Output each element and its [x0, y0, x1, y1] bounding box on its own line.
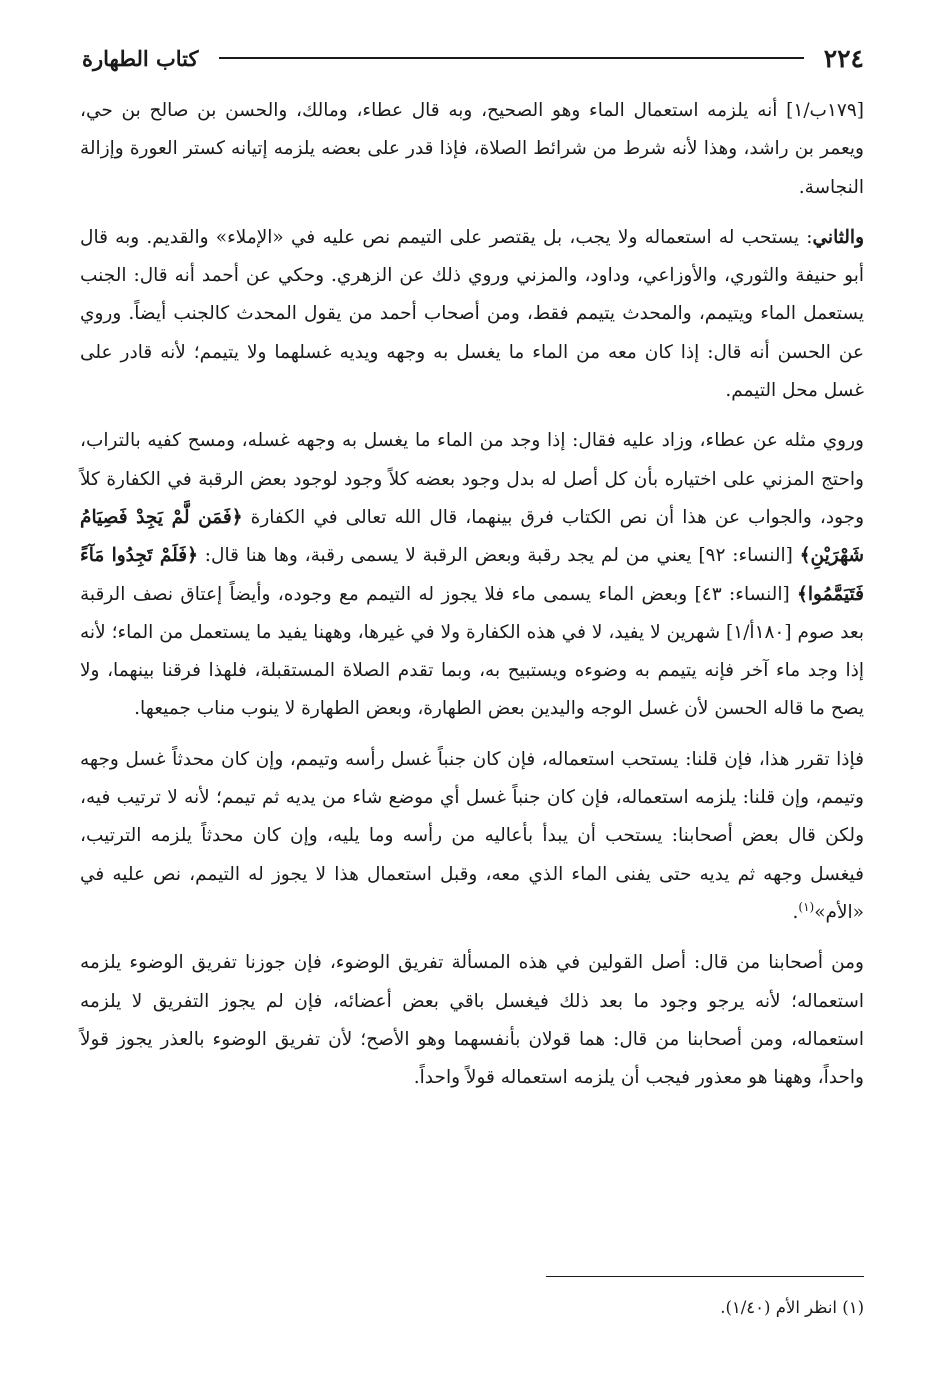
- paragraph-1: [80, 92, 864, 207]
- footnote-reference[interactable]: (١): [798, 899, 815, 914]
- paragraph-text: [١٧٩ب/١] أنه يلزمه استعمال الماء وهو الصحيح، وبه قال عطاء، ومالك، والحسن بن صالح بن حي، ويعمر بن راشد، وهذا لأنه شرط من شرائط الصلاة، فإذا قدر على بعضه يلزمه إتيانه كستر العورة وإزالة النجاسة.: [80, 100, 864, 198]
- quran-verse: ﴿فَلَمْ تَجِدُوا مَآءً فَتَيَمَّمُوا﴾: [80, 545, 864, 605]
- main-text: [80, 92, 864, 1109]
- paragraph-text: : يستحب له استعماله ولا يجب، بل يقتصر على التيمم نص عليه في «الإملاء» والقديم. وبه قال أبو حنيفة والثوري، والأوزاعي، وداود، والمزني وروي ذلك عن الزهري. وحكي عن أحمد أنه قال: الجنب يستعمل الماء ويتيمم، والمحدث يتيمم فقط، ومن أصحاب أحمد من يقول المحدث كالجنب أيضاً. وروي عن الحسن أنه قال: إذا كان معه من الماء ما يغسل به وجهه ويديه غسلهما ولا يتيمم؛ لأنه قادر على غسل محل التيمم.: [80, 226, 864, 402]
- page-number: ٢٢٤: [823, 43, 864, 73]
- book-title: كتاب الطهارة: [82, 45, 199, 71]
- paragraph-text: [النساء: ٩٢] يعني من لم يجد رقبة وبعض الرقبة لا يسمى رقبة، وها هنا قال:: [197, 545, 800, 567]
- quran-verse: ﴿فَمَن لَّمْ يَجِدْ فَصِيَامُ شَهْرَيْنِ﴾: [80, 506, 864, 567]
- paragraph-text: .: [792, 901, 799, 923]
- paragraph-3: [80, 422, 864, 728]
- paragraph-2: [80, 219, 864, 410]
- header-rule: [219, 57, 804, 59]
- paragraph-text: [النساء: ٤٣] وبعض الماء يسمى ماء فلا يجوز له التيمم مع وجوده، وأيضاً إعتاق نصف الرقبة بعد صوم [١٨٠أ/١] شهرين لا يفيد، لا في هذه الكفارة ولا في غيرها، وههنا يفيد ما يستعمل من الماء؛ لأنه إذا وجد ماء آخر فإنه يتيمم به وضوءه ويستبيح به، وبما تقدم الصلاة المستقبلة، فلهذا فرقنا بينهما، ولا يصح ما قاله الحسن لأن غسل الوجه واليدين بعض الطهارة، وبعض الطهارة لا ينوب مناب جميعها.: [80, 583, 864, 720]
- page-header: [82, 40, 864, 76]
- paragraph-4: [80, 741, 864, 932]
- footnote-text: انظر الأم (١/٤٠).: [720, 1298, 837, 1317]
- footnote: [82, 1295, 864, 1321]
- paragraph-lead: والثاني: [812, 226, 864, 248]
- paragraph-text: فإذا تقرر هذا، فإن قلنا: يستحب استعماله، فإن كان جنباً غسل رأسه وتيمم، وإن كان محدثاً غسل وجهه وتيمم، وإن قلنا: يلزمه استعماله، فإن كان جنباً غسل أي موضع شاء من يديه ثم تيمم؛ لأنه لا ترتيب فيه، ولكن قال بعض أصحابنا: يستحب أن يبدأ بأعاليه من رأسه وما يليه، وإن كان محدثاً يلزمه الترتيب، فيغسل وجهه ثم يديه حتى يفنى الماء الذي معه، وقبل استعمال هذا لا يجوز له التيمم، نص عليه في «الأم»: [80, 748, 864, 923]
- paragraph-text: وروي مثله عن عطاء، وزاد عليه فقال: إذا وجد من الماء ما يغسل به وجهه غسله، ومسح كفيه بالتراب، واحتج المزني على اختياره بأن كل أصل له بدل وجود بعضه كلاً وجود لوجود بعض الرقبة في الكفارة كلاً وجود، والجواب عن هذا أن نص الكتاب فرق بينهما، قال الله تعالى في الكفارة: [80, 430, 865, 528]
- paragraph-text: ومن أصحابنا من قال: أصل القولين في هذه المسألة تفريق الوضوء، فإن جوزنا تفريق الوضوء يلزمه استعماله؛ لأنه يرجو وجود ما بعد ذلك فيغسل باقي بعض أعضائه، فإن لم يجوز التفريق لا يلزمه استعماله، ومن أصحابنا من قال: هما قولان بأنفسهما وهو الأصح؛ لأن تفريق الوضوء بالعذر يجوز قولاً واحداً، وههنا هو معذور فيجب أن يلزمه استعماله قولاً واحداً.: [80, 952, 864, 1089]
- footnote-number: (١): [842, 1298, 864, 1317]
- paragraph-5: [80, 944, 864, 1097]
- footnote-rule: [546, 1276, 864, 1277]
